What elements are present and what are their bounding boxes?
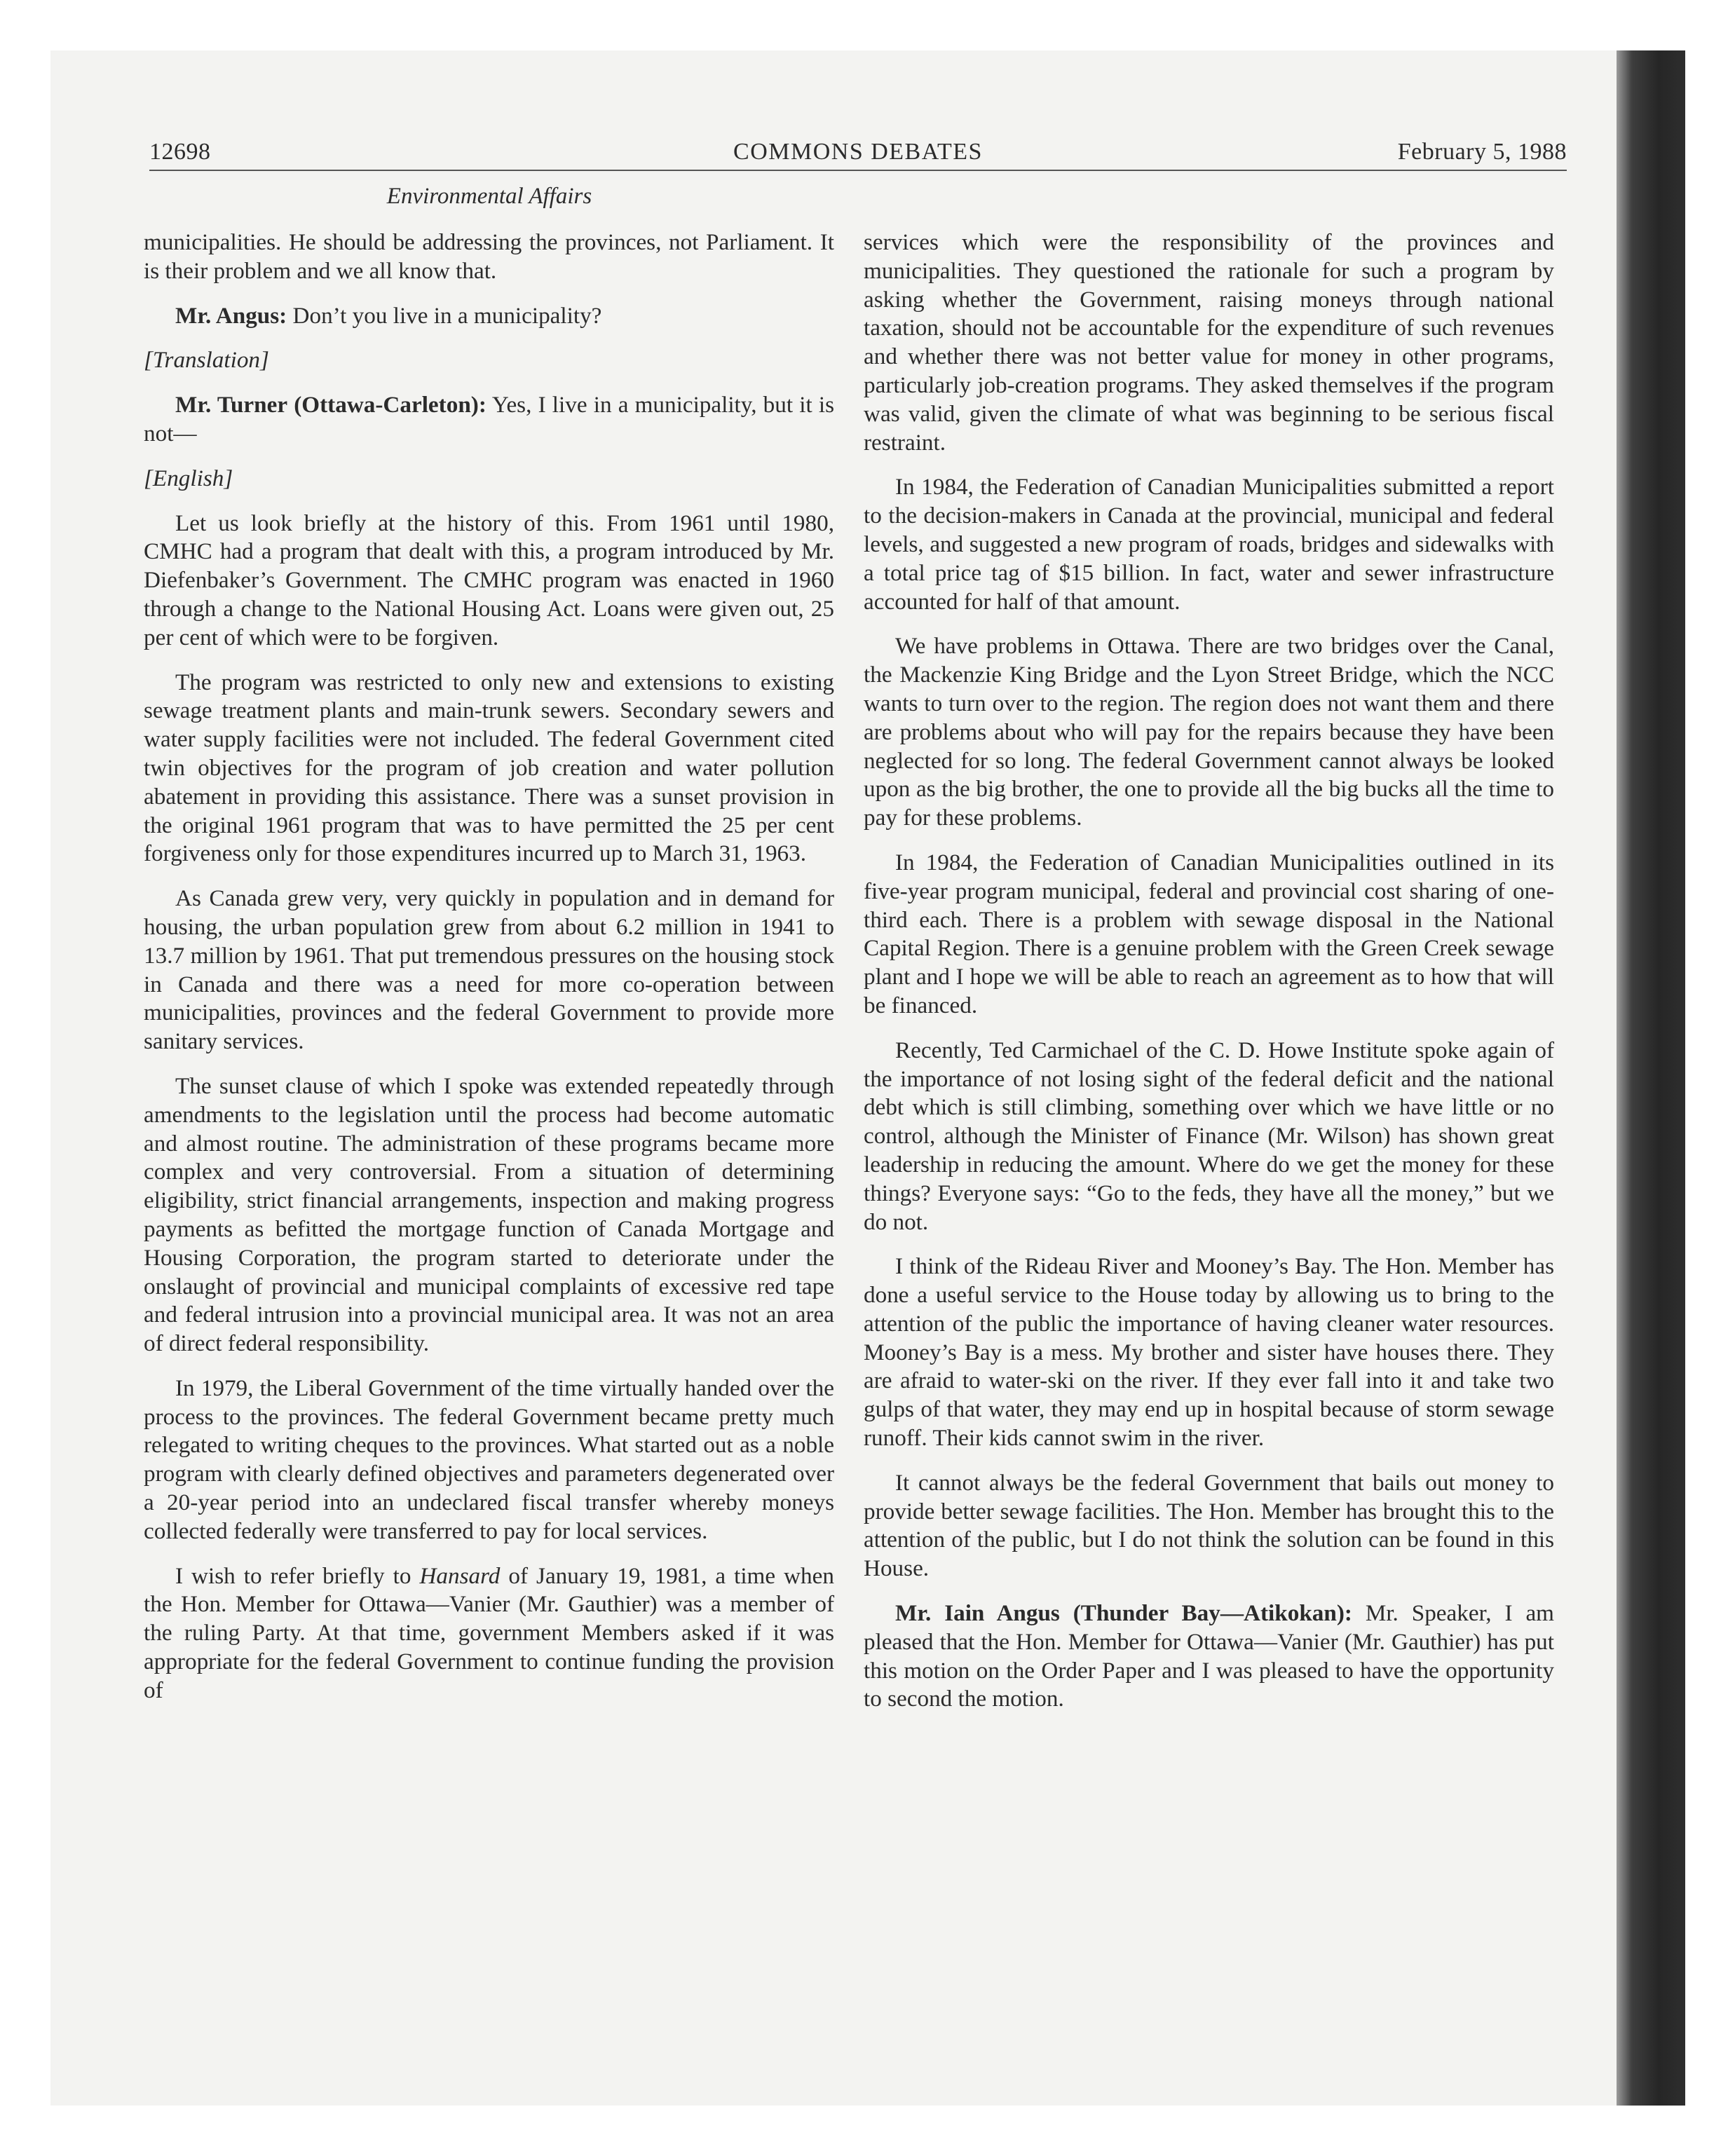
page-number: 12698 <box>149 139 211 165</box>
paragraph: In 1984, the Federation of Canadian Municipalities submitted a report to the decision-makers in Canada at the provincial, municipal and federal levels, and suggested a new program of roads, bridges and sidewalks with a total price tag of $15 billion. In fact, water and sewer infrastructure accounted for half of that amount. <box>864 474 1554 615</box>
paragraph: municipalities. He should be addressing the provinces, not Parliament. It is their problem and we all know that. <box>144 229 834 284</box>
right-column <box>864 228 1554 1730</box>
paragraph <box>144 1562 834 1705</box>
publication-title: COMMONS DEBATES <box>733 139 983 165</box>
header-date: February 5, 1988 <box>1397 139 1567 165</box>
scan-edge-shadow <box>1617 50 1685 2106</box>
language-tag: [Translation] <box>144 347 269 374</box>
speech-paragraph <box>864 1599 1554 1714</box>
paragraph: It cannot always be the federal Government that bails out money to provide better sewage facilities. The Hon. Member has brought this to the attention of the public, but I do not think the solution can be found in this House. <box>864 1469 1554 1582</box>
speaker-name: Mr. Turner <box>175 392 288 418</box>
running-header <box>149 133 1567 171</box>
hansard-title: Hansard <box>419 1562 501 1589</box>
speech-text: Mr. Speaker, I am pleased that the Hon. Member for Ottawa—Vanier (Mr. Gauthier) has put this motion on the Order Paper and I was pleased to have the opportunity to second the motion. <box>864 1600 1554 1712</box>
paragraph: In 1979, the Liberal Government of the time virtually handed over the process to the provinces. The federal Government became pretty much relegated to writing cheques to the provinces. What started out as a noble program with clearly defined objectives and parameters degenerated over a 20-year period into an undeclared fiscal transfer whereby moneys collected federally were transferred to pay for local services. <box>144 1374 834 1544</box>
speech-text: Don’t you live in a municipality? <box>287 302 602 329</box>
paragraph: In 1984, the Federation of Canadian Municipalities outlined in its five-year program municipal, federal and provincial cost sharing of one-third each. There is a problem with sewage disposal in the National Capital Region. There is a genuine problem with the Green Creek sewage plant and I hope we will be able to reach an agreement as to how that will be financed. <box>864 849 1554 1018</box>
paragraph: I think of the Rideau River and Mooney’s Bay. The Hon. Member has done a useful service to the House today by allowing us to bring to the attention of the public the importance of having cleaner water resources. Mooney’s Bay is a mess. My brother and sister have houses there. They are afraid to water-ski on the river. If they ever fall into it and take two gulps of that water, they may end up in hospital because of storm sewage runoff. Their kids cannot swim in the river. <box>864 1253 1554 1452</box>
speech-paragraph <box>144 302 834 331</box>
speaker-name: Mr. Iain Angus <box>895 1600 1060 1627</box>
speaker-name: Mr. Angus: <box>175 302 287 329</box>
language-tag: [English] <box>144 465 233 491</box>
speaker-riding: (Ottawa-Carleton): <box>294 392 487 418</box>
section-title: Environmental Affairs <box>386 184 592 209</box>
paragraph: The program was restricted to only new and extensions to existing sewage treatment plants and main-trunk sewers. Secondary sewers and water supply facilities were not included. The federal Government cited twin objectives for the program of job creation and water pollution abatement in providing this assistance. There was a sunset provision in the original 1961 program that was to have permitted the 25 per cent forgiveness only for those expenditures incurred up to March 31, 1963. <box>144 669 834 867</box>
paragraph-text: I wish to refer briefly to <box>175 1562 420 1589</box>
speech-text: Yes, I live in a municipality, but it is not— <box>144 392 835 446</box>
speaker-riding: (Thunder Bay—Atikokan): <box>1073 1600 1352 1627</box>
paragraph: The sunset clause of which I spoke was extended repeatedly through amendments to the legislation until the process had become automatic and almost routine. The administration of these programs became more complex and very controversial. From a situation of determining eligibility, strict financial arrangements, inspection and making progress payments as befitted the mortgage function of Canada Mortgage and Housing Corporation, the program started to deteriorate under the onslaught of provincial and municipal complaints of excessive red tape and federal intrusion into a provincial municipal area. It was not an area of direct federal responsibility. <box>144 1072 834 1357</box>
paragraph: services which were the responsibility of the provinces and municipalities. They questioned the rationale for such a program by asking whether the Government, raising moneys through national taxation, should not be accountable for the expenditure of such revenues and whether there was not better value for money in other programs, particularly job-creation programs. They asked themselves if the program was valid, given the climate of what was beginning to be serious fiscal restraint. <box>864 229 1554 456</box>
speech-paragraph <box>144 391 834 449</box>
left-column <box>144 228 834 1721</box>
paragraph: We have problems in Ottawa. There are two bridges over the Canal, the Mackenzie King Bridge and the Lyon Street Bridge, which the NCC wants to turn over to the region. The region does not want them and there are problems about who will pay for the repairs because they have been neglected for so long. The federal Government cannot always be looked upon as the big brother, the one to provide all the big bucks all the time to pay for these problems. <box>864 633 1554 831</box>
paragraph: Let us look briefly at the history of this. From 1961 until 1980, CMHC had a program that dealt with this, a program introduced by Mr. Diefenbaker’s Government. The CMHC program was enacted in 1960 through a change to the National Housing Act. Loans were given out, 25 per cent of which were to be forgiven. <box>144 510 834 650</box>
paragraph-text: of January 19, 1981, a time when the Hon. Member for Ottawa—Vanier (Mr. Gauthier) was a member of the ruling Party. At that time, government Members asked if it was appropriate for the federal Government to continue funding the provision of <box>144 1562 834 1703</box>
paragraph: As Canada grew very, very quickly in population and in demand for housing, the urban population grew from about 6.2 million in 1941 to 13.7 million by 1961. That put tremendous pressures on the housing stock in Canada and there was a need for more co-operation between municipalities, provinces and the federal Government to provide more sanitary services. <box>144 885 834 1055</box>
paragraph: Recently, Ted Carmichael of the C. D. Howe Institute spoke again of the importance of not losing sight of the federal deficit and the national debt which is still climbing, something over which we have little or no control, although the Minister of Finance (Mr. Wilson) has shown great leadership in reducing the amount. Where do we get the money for these things? Everyone says: “Go to the feds, they have all the money,” but we do not. <box>864 1037 1554 1235</box>
